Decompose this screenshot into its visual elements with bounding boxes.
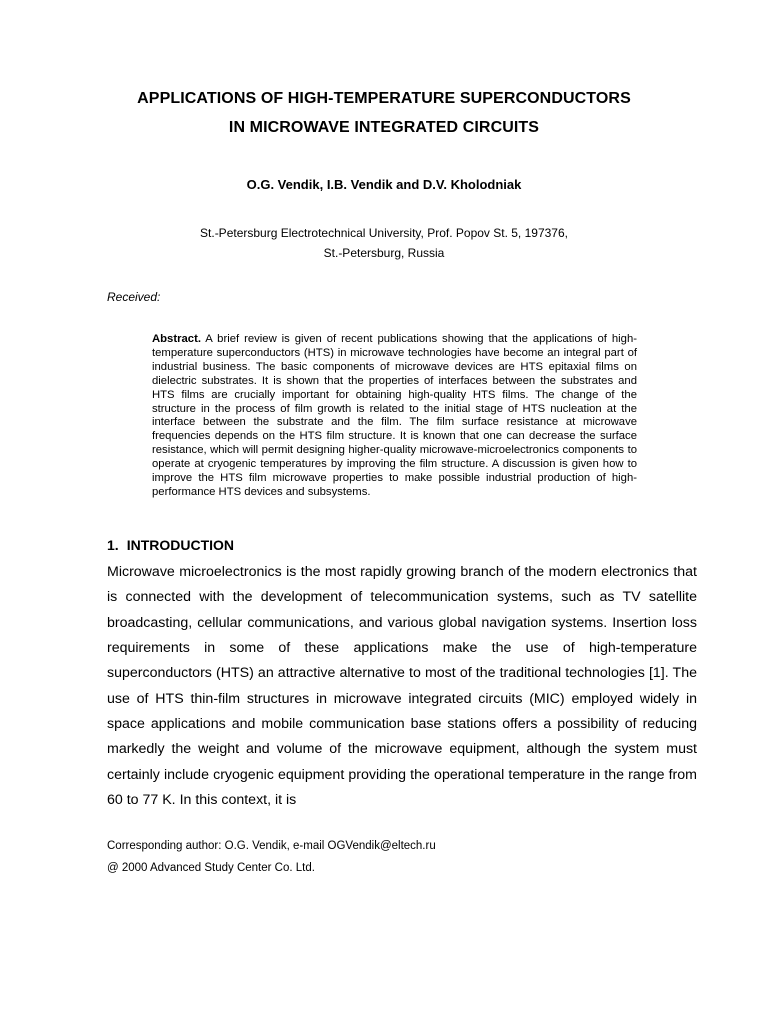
affiliation-line-2: St.-Petersburg, Russia — [323, 246, 445, 260]
paper-title-line-2: IN MICROWAVE INTEGRATED CIRCUITS — [228, 119, 540, 136]
received-label: Received: — [107, 290, 161, 304]
abstract-label: Abstract. — [152, 333, 201, 345]
affiliation-line-1: St.-Petersburg Electrotechnical University, Prof. Popov St. 5, 197376, — [200, 226, 568, 240]
corresponding-author-note: Corresponding author: O.G. Vendik, e-mail OGVendik@eltech.ru — [107, 840, 436, 852]
author-list: O.G. Vendik, I.B. Vendik and D.V. Kholodniak — [246, 177, 522, 192]
copyright-note: @ 2000 Advanced Study Center Co. Ltd. — [107, 862, 315, 874]
section-heading — [107, 537, 234, 553]
section-title: INTRODUCTION — [126, 537, 235, 553]
abstract — [152, 333, 637, 500]
introduction-paragraph: Microwave microelectronics is the most rapidly growing branch of the modern electronics that is connected with the development of telecommunication systems, such as TV satellite broadcasting, cellular communications, and various global navigation systems. Insertion loss requirements in some of these applications make the use of high-temperature superconductors (HTS) an attractive alternative to most of the traditional technologies [1]. The use of HTS thin-film structures in microwave integrated circuits (MIC) employed widely in space applications and mobile communication base stations offers a possibility of reducing markedly the weight and volume of the microwave equipment, although the system must certainly include cryogenic equipment providing the operational temperature in the range from 60 to 77 K. In this context, it is — [107, 564, 697, 809]
section-number: 1. — [107, 537, 119, 553]
paper-title-line-1: APPLICATIONS OF HIGH-TEMPERATURE SUPERCONDUCTORS — [137, 90, 631, 107]
abstract-text: A brief review is given of recent publications showing that the applications of high-temperature superconductors (HTS) in microwave technologies have become an integral part of industrial business. The basic components of microwave devices are HTS epitaxial films on dielectric substrates. It is shown that the properties of interfaces between the substrates and HTS films are crucially important for obtaining high-quality HTS films. The change of the structure in the process of film growth is related to the initial stage of HTS nucleation at the interface between the substrate and the film. The film surface resistance at microwave frequencies depends on the HTS film structure. It is known that one can decrease the surface resistance, which will permit designing higher-quality microwave-microelectronics components to operate at cryogenic temperatures by improving the film structure. A discussion is given how to improve the HTS film microwave properties to make possible industrial production of high-performance HTS devices and subsystems. — [152, 333, 637, 498]
